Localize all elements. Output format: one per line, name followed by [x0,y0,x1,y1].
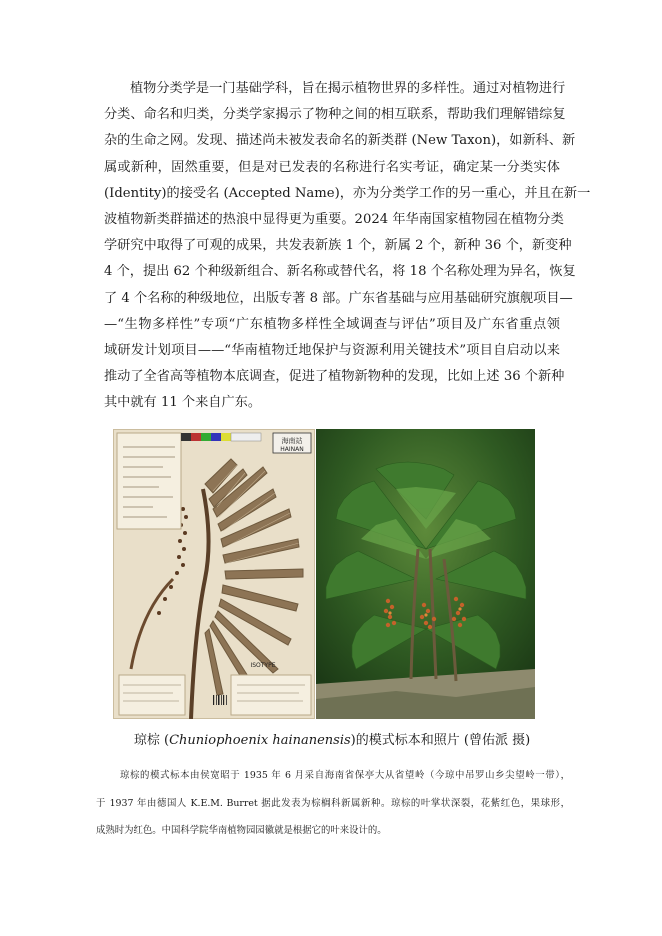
body-line: 杂的生命之网。发现、描述尚未被发表命名的新类群 (New Taxon)，如新科、新 [104,133,576,149]
body-paragraph [104,76,591,416]
figure-caption [104,731,560,751]
herbarium-specimen-image [113,429,315,719]
caption-latin-name: Chuniophoenix hainanensis [169,733,351,748]
note-line: 于 1937 年由德国人 K.E.M. Burret 据此发表为棕榈科新属新种。琼棕的叶掌状深裂，花紫红色，果球形， [96,797,570,809]
figure-note [96,762,570,845]
body-line: 4 个，提出 62 个种级新组合、新名称或替代名，将 18 个名称处理为异名，恢复 [104,264,576,280]
body-line: —“生物多样性”专项“广东植物多样性全域调查与评估”项目及广东省重点领 [104,316,560,332]
note-line: 琼棕的模式标本由侯宽昭于 1935 年 6 月采自海南省保亭大从省望岭（今琼中吊罗山乡尖望岭一带）， [120,770,570,781]
note-line: 成熟时为红色。中国科学院华南植物园园徽就是根据它的叶来设计的。 [96,825,387,836]
body-line: (Identity)的接受名 (Accepted Name)，亦为分类学工作的另一重心，并且在新一 [104,185,591,201]
caption-suffix: )的模式标本和照片 (曾佑派 摄) [350,733,531,748]
body-line: 了 4 个名称的种级地位，出版专著 8 部。广东省基础与应用基础研究旗舰项目— [104,290,573,306]
body-line: 波植物新类群描述的热浪中显得更为重要。2024 年华南国家植物园在植物分类 [104,211,564,227]
body-line: 域研发计划项目——“华南植物迁地保护与资源利用关键技术”项目自启动以来 [104,342,560,358]
body-line: 学研究中取得了可观的成果，共发表新族 1 个，新属 2 个，新种 36 个，新变种 [104,238,572,254]
body-line: 推动了全省高等植物本底调查，促进了植物新物种的发现，比如上述 36 个新种 [104,369,565,385]
isotype-label: ISOTYPE [250,662,276,669]
body-line: 分类、命名和归类，分类学家揭示了物种之间的相互联系，帮助我们理解错综复 [104,107,566,123]
figure [113,429,535,719]
caption-prefix: 琼棕 ( [133,733,170,748]
body-line: 其中就有 11 个来自广东。 [104,395,262,411]
herbarium-stamp-en: HAINAN [280,446,304,453]
palm-photo-image [316,429,535,719]
body-line: 属或新种，固然重要，但是对已发表的名称进行名实考证，确定某一分类实体 [104,159,560,175]
body-line: 植物分类学是一门基础学科，旨在揭示植物世界的多样性。通过对植物进行 [130,81,566,96]
herbarium-stamp: 海南站 [281,437,303,445]
